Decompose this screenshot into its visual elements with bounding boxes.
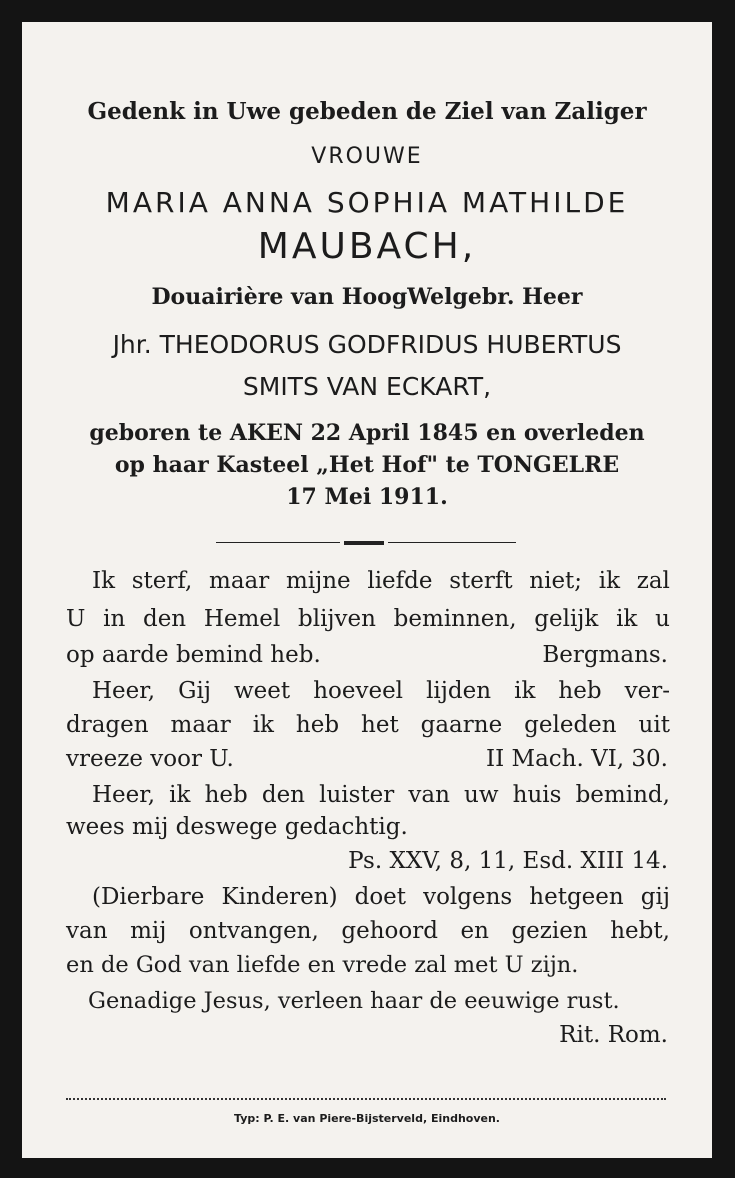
word: maar (209, 568, 270, 594)
word: beminnen, (393, 606, 517, 632)
birth-line-2: op haar Kasteel „Het Hof" te TONGELRE (114, 452, 620, 478)
word: u (655, 606, 670, 632)
word: ik (616, 606, 638, 632)
word: hoeveel (313, 678, 404, 704)
word: ik (252, 712, 274, 738)
husband-name: Jhr. THEODORUS GODFRIDUS HUBERTUS (112, 330, 622, 359)
word: Heer, (92, 678, 156, 704)
word: liefde (367, 568, 433, 594)
word: dragen (66, 712, 149, 738)
verse-3-source: Ps. XXV, 8, 11, Esd. XIII 14. (348, 848, 668, 874)
word: blijven (297, 606, 376, 632)
word: gehoord (341, 918, 438, 944)
surname: MAUBACH, (257, 226, 477, 267)
verse-4-line-3: en de God van liefde en vrede zal met U zijn. (66, 952, 579, 978)
word: Heer, (92, 782, 156, 808)
full-name: MARIA ANNA SOPHIA MATHILDE (105, 186, 629, 219)
memorial-card (22, 22, 712, 1158)
word: en (460, 918, 489, 944)
word: maar (170, 712, 231, 738)
word: gezien (511, 918, 588, 944)
word: uw (464, 782, 499, 808)
word: gelijk (534, 606, 599, 632)
verse-2-line-3: vreeze voor U. (66, 746, 234, 772)
word: weet (234, 678, 291, 704)
douairiere-line: Douairière van HoogWelgebr. Heer (151, 284, 583, 310)
word: gij (640, 884, 670, 910)
word: in (103, 606, 126, 632)
word: van (66, 918, 108, 944)
word: ik (514, 678, 536, 704)
word: Gij (178, 678, 211, 704)
word: heb (204, 782, 248, 808)
husband-surname: SMITS VAN ECKART, (242, 372, 492, 401)
death-date: 17 Mei 1911. (286, 484, 448, 510)
word: (Dierbare (92, 884, 205, 910)
word: Hemel (203, 606, 281, 632)
word: zal (636, 568, 670, 594)
verse-1-line-1 (92, 568, 670, 594)
word: niet; (529, 568, 583, 594)
printer-credit: Typ: P. E. van Piere-Bijsterveld, Eindhoven. (234, 1112, 500, 1125)
verse-2-line-1 (92, 678, 670, 704)
verse-1-line-2 (66, 606, 670, 632)
word: Ik (92, 568, 116, 594)
verse-4-line-1 (92, 884, 670, 910)
opening-line: Gedenk in Uwe gebeden de Ziel van Zaliger (87, 98, 647, 125)
verse-3-line-2: wees mij deswege gedachtig. (66, 814, 408, 840)
word: geleden (524, 712, 617, 738)
ornamental-divider (216, 541, 516, 545)
word: gaarne (420, 712, 503, 738)
word: luister (319, 782, 395, 808)
title-vrouwe: VROUWE (311, 144, 423, 169)
word: hebt, (610, 918, 670, 944)
dotted-rule (66, 1098, 666, 1100)
word: doet (354, 884, 407, 910)
word: het (361, 712, 399, 738)
verse-4-line-2 (66, 918, 670, 944)
word: uit (638, 712, 670, 738)
verse-1-source: Bergmans. (542, 642, 668, 668)
word: hetgeen (529, 884, 624, 910)
word: Kinderen) (221, 884, 338, 910)
word: den (261, 782, 305, 808)
word: ik (598, 568, 621, 594)
word: ik (169, 782, 191, 808)
verse-3-line-1 (92, 782, 670, 808)
word: mij (130, 918, 167, 944)
word: volgens (423, 884, 513, 910)
verse-5-source: Rit. Rom. (559, 1022, 668, 1048)
word: mijne (285, 568, 351, 594)
birth-line-1: geboren te AKEN 22 April 1845 en overleden (89, 420, 645, 446)
word: heb (295, 712, 340, 738)
word: den (142, 606, 187, 632)
word: heb (558, 678, 602, 704)
word: huis (512, 782, 562, 808)
verse-2-source: II Mach. VI, 30. (486, 746, 668, 772)
word: ontvangen, (188, 918, 319, 944)
word: bemind, (575, 782, 670, 808)
verse-1-line-3: op aarde bemind heb. (66, 642, 321, 668)
word: sterft (449, 568, 513, 594)
word: van (408, 782, 450, 808)
word: sterf, (131, 568, 193, 594)
word: lijden (426, 678, 492, 704)
verse-5-line-1: Genadige Jesus, verleen haar de eeuwige rust. (88, 988, 620, 1014)
word: ver- (624, 678, 670, 704)
verse-2-line-2 (66, 712, 670, 738)
word: U (66, 606, 86, 632)
